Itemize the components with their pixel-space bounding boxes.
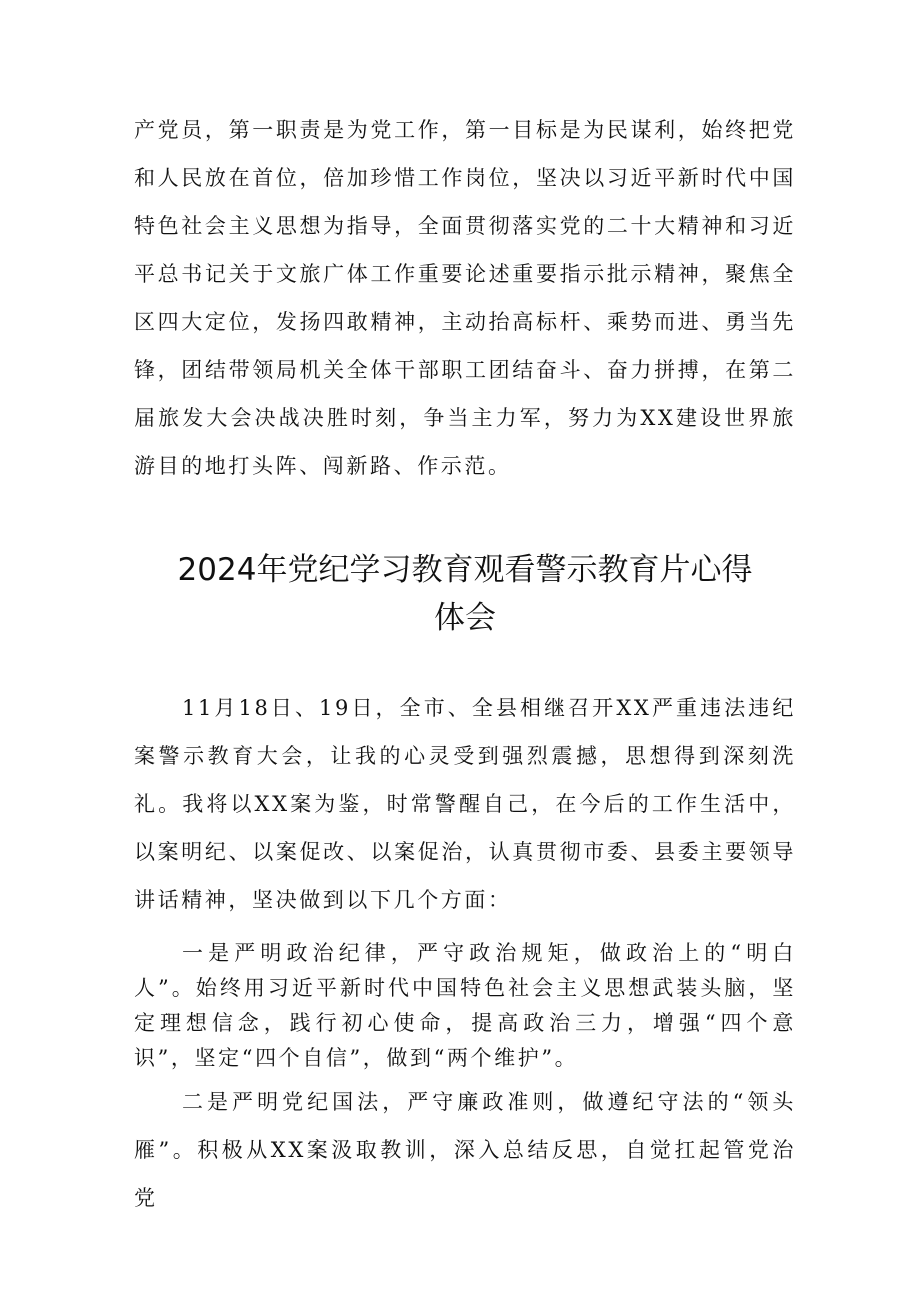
- article-title: [134, 546, 796, 642]
- intro-paragraph: 11月18日、19日，全市、全县相继召开XX严重违法违纪案警示教育大会，让我的心灵受到强烈震撼，思想得到深刻洗礼。我将以XX案为鉴，时常警醒自己，在今后的工作生活中，以案明纪、以案促改、以案促治，认真贯彻市委、县委主要领导讲话精神，坚决做到以下几个方面：: [134, 696, 796, 912]
- title-line-1: 2024年党纪学习教育观看警示教育片心得: [177, 552, 753, 588]
- continued-paragraph: 产党员，第一职责是为党工作，第一目标是为民谋利，始终把党和人民放在首位，倍加珍惜工作岗位，坚决以习近平新时代中国特色社会主义思想为指导，全面贯彻落实党的二十大精神和习近平总书记关于文旅广体工作重要论述重要指示批示精神，聚焦全区四大定位，发扬四敢精神，主动抬高标杆、乘势而进、勇当先锋，团结带领局机关全体干部职工团结奋斗、奋力拼搏，在第二届旅发大会决战决胜时刻，争当主力军，努力为XX建设世界旅游目的地打头阵、闯新路、作示范。: [134, 118, 796, 478]
- point-one-paragraph: 一是严明政治纪律，严守政治规矩，做政治上的“明白人”。始终用习近平新时代中国特色社会主义思想武装头脑，坚定理想信念，践行初心使命，提高政治三力，增强“四个意识”，坚定“四个自信”，做到“两个维护”。: [134, 941, 796, 1070]
- point-two-paragraph: 二是严明党纪国法，严守廉政准则，做遵纪守法的“领头雁”。积极从XX案汲取教训，深入总结反思，自觉扛起管党治党: [134, 1090, 796, 1210]
- title-line-2: 体会: [434, 600, 496, 636]
